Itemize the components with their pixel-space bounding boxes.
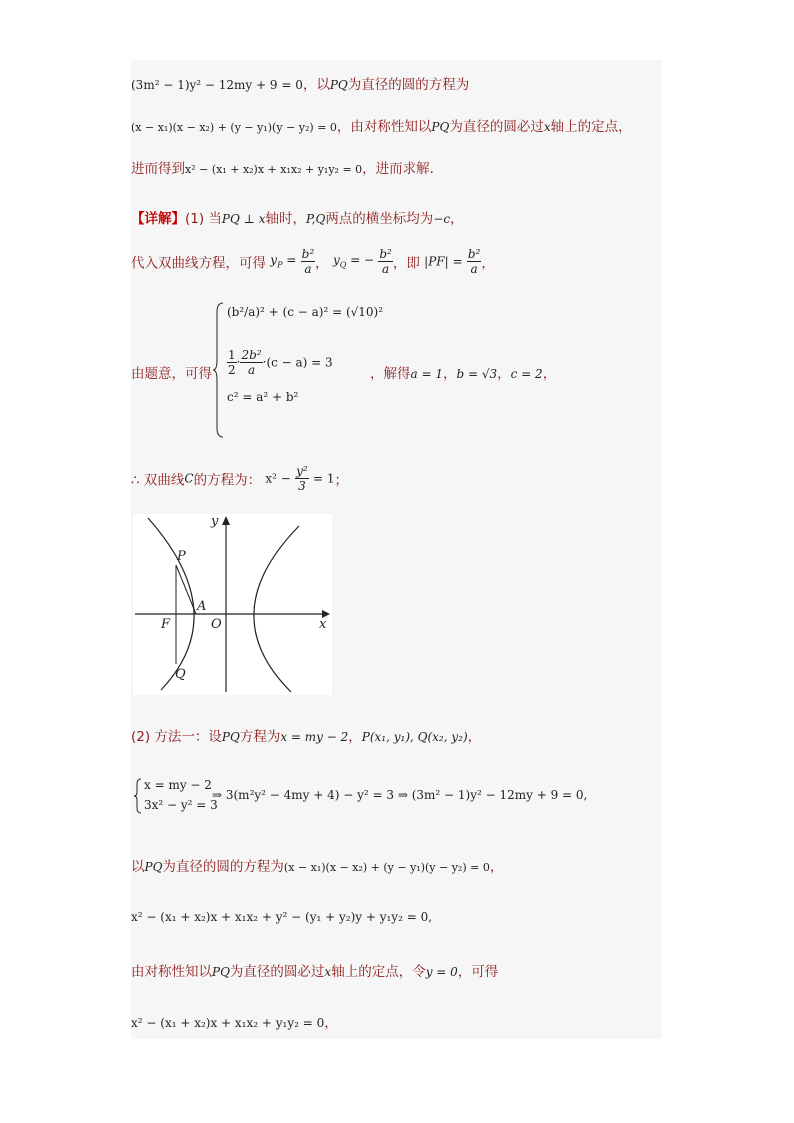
system-brace xyxy=(213,302,225,438)
system2-derivation: ⇒ 3(m²y² − 4my + 4) − y² = 3 ⇒ (3m² − 1)y² − 12my + 9 = 0, xyxy=(212,788,588,802)
system-brace-2 xyxy=(133,778,143,814)
label-o: O xyxy=(211,617,222,632)
line-3: 进而得到x² − (x₁ + x₂)x + x₁x₂ + y₁y₂ = 0，进而求解. xyxy=(131,161,434,177)
system2-row-2: 3x² − y² = 3 xyxy=(144,798,218,812)
detail-label: 【详解】 xyxy=(131,211,185,227)
line-4: 【详解】(1) 当PQ ⊥ x轴时，P,Q两点的横坐标均为−c， xyxy=(131,211,464,227)
segment-pa xyxy=(176,565,196,614)
system-row-2: $\frac{1}{2}$ · $\frac{\text{2b²}}{a}$ ·(c − a) = 3 xyxy=(228,348,333,377)
system-row-3: c² = a² + b² xyxy=(227,390,299,404)
label-f: F xyxy=(161,617,171,632)
line-6-label: 由题意，可得 xyxy=(131,366,212,382)
equation: (3m² − 1)y² − 12my + 9 = 0 xyxy=(131,78,303,92)
y-axis-arrow xyxy=(222,516,230,525)
line-6-solution: ，解得a = 1，b = √3，c = 2， xyxy=(370,366,557,382)
label-q: Q xyxy=(175,667,186,682)
hyperbola-graph xyxy=(133,514,332,695)
line-5: 代入双曲线方程，可得 $y_P$ = $\frac{\text{b²}}{a}$ ， $y_Q$ = − $\frac{\text{b²}}{a}$ ，即 |PF| = $\frac{\text{b²}}{a}$ ， xyxy=(131,247,495,276)
line-10: 以PQ为直径的圆的方程为(x − x₁)(x − x₂) + (y − y₁)(y − y₂) = 0， xyxy=(131,859,504,875)
line-8: (2) 方法一：设PQ方程为x = my − 2，P(x₁, y₁), Q(x₂, y₂)， xyxy=(131,729,482,745)
line-2: (x − x₁)(x − x₂) + (y − y₁)(y − y₂) = 0，由对称性知以PQ为直径的圆必过x轴上的定点， xyxy=(131,119,632,135)
label-p: P xyxy=(177,549,186,564)
label-y: y xyxy=(211,514,219,529)
line-1: (3m² − 1)y² − 12my + 9 = 0，以PQ为直径的圆的方程为 xyxy=(131,77,470,93)
line-12: 由对称性知以PQ为直径的圆必过x轴上的定点，令y = 0，可得 xyxy=(131,964,499,980)
label-x: x xyxy=(319,617,327,632)
label-a: A xyxy=(197,599,207,614)
line-11: x² − (x₁ + x₂)x + x₁x₂ + y² − (y₁ + y₂)y + y₁y₂ = 0, xyxy=(131,910,433,924)
system2-row-1: x = my − 2 xyxy=(144,778,212,792)
circle-equation: (x − x₁)(x − x₂) + (y − y₁)(y − y₂) = 0 xyxy=(131,121,337,134)
line-7: ∴ 双曲线C的方程为： x² − $\frac{\text{y²}}{3}$ = 1； xyxy=(131,464,349,493)
hyperbola-right-branch xyxy=(254,526,299,692)
hyperbola-left-branch xyxy=(148,518,194,690)
system-row-1: (b²/a)² + (c − a)² = (√10)² xyxy=(227,305,384,319)
line-13: x² − (x₁ + x₂)x + x₁x₂ + y₁y₂ = 0， xyxy=(131,1015,338,1031)
